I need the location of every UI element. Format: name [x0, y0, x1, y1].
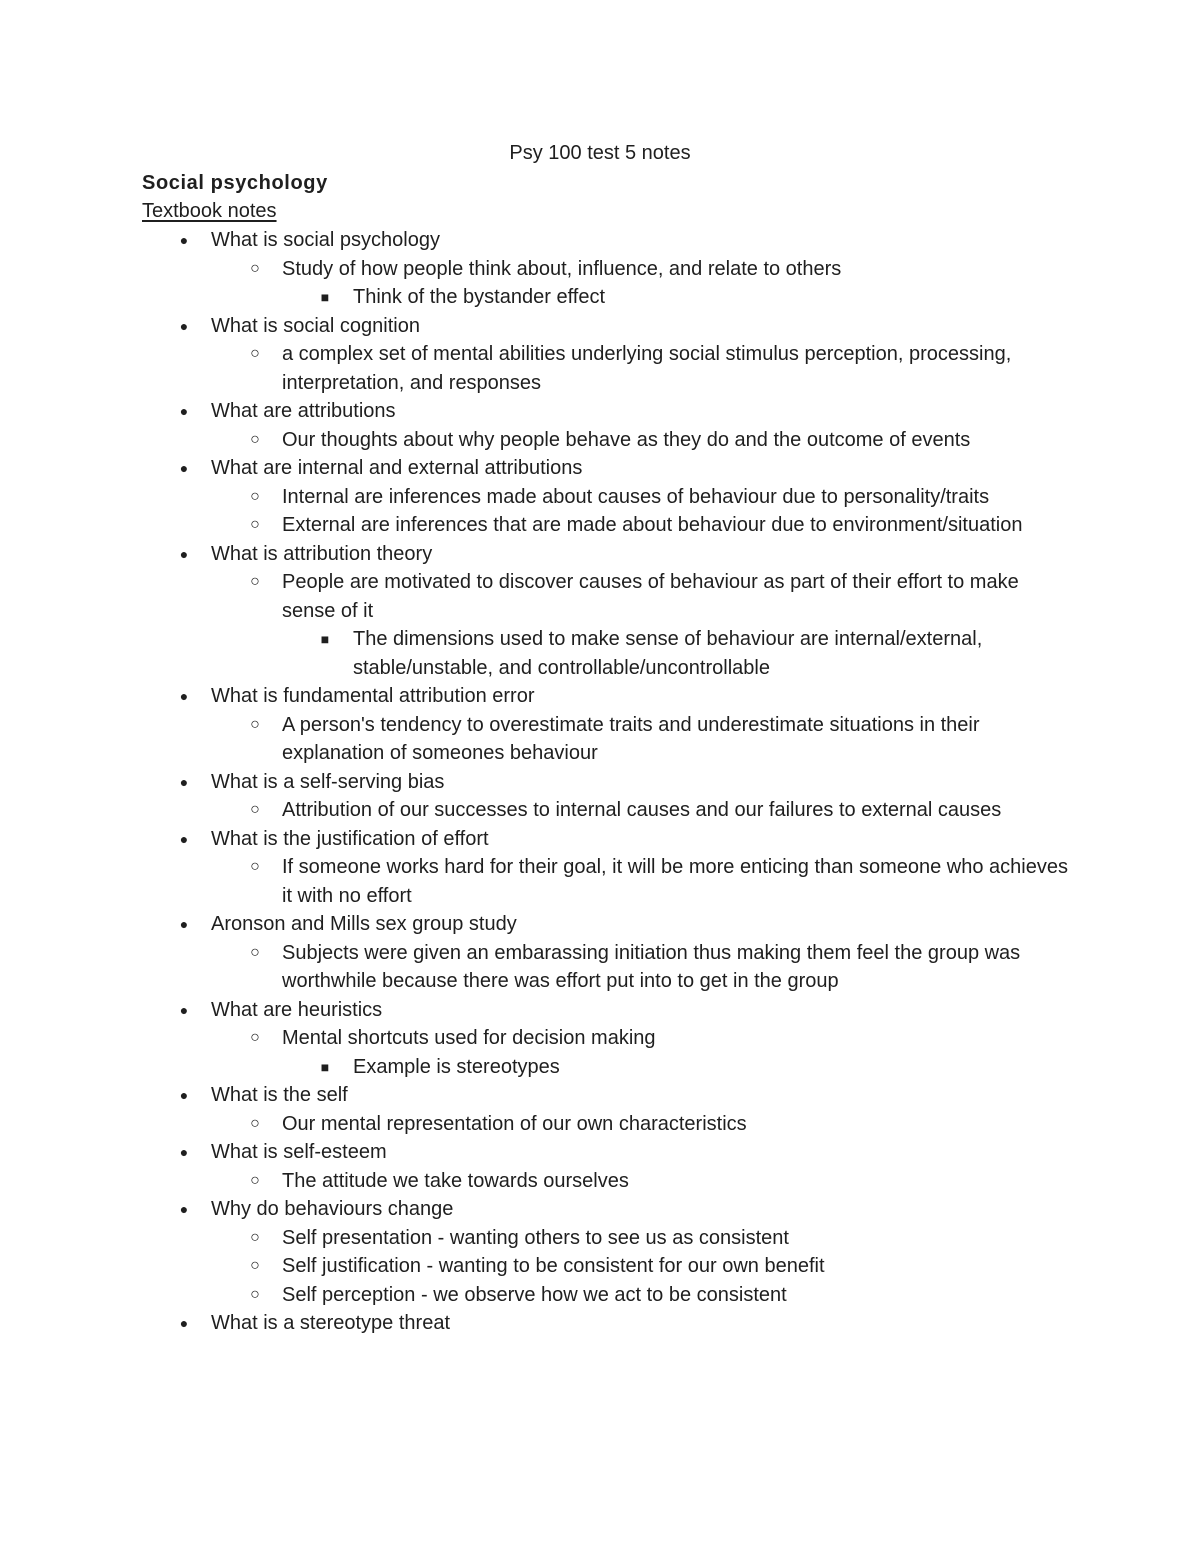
list-item-level-2 [0, 511, 1200, 540]
list-item-level-2 [0, 426, 1200, 455]
bullet-icon: ○ [250, 345, 260, 362]
list-item-level-3 [0, 625, 1200, 682]
list-item-text: What are internal and external attributions [211, 457, 583, 479]
bullet-icon: ○ [250, 858, 260, 875]
list-item-level-1 [0, 226, 1200, 255]
list-item-text: A person's tendency to overestimate traits and underestimate situations in their explanation of someones behaviour [282, 713, 980, 764]
list-item-text: What is a stereotype threat [211, 1312, 451, 1334]
list-item-text: Our mental representation of our own characteristics [282, 1112, 747, 1135]
list-item-text: What are attributions [211, 400, 396, 422]
list-item-text: The attitude we take towards ourselves [282, 1169, 629, 1192]
list-item-text: What is self-esteem [211, 1141, 387, 1163]
list-item-level-2 [0, 853, 1200, 910]
bullet-icon: ○ [250, 259, 260, 277]
list-item-level-2 [0, 1224, 1200, 1253]
bullet-icon: ● [179, 773, 189, 790]
notes-outline [0, 226, 1200, 1338]
list-item-text: If someone works hard for their goal, it will be more enticing than someone who achieves it with no effort [282, 856, 1068, 907]
list-item-level-2 [0, 1252, 1200, 1281]
bullet-icon: ■ [320, 289, 330, 305]
list-item-level-1 [0, 910, 1200, 939]
bullet-icon: ○ [250, 1171, 260, 1189]
list-item-text: a complex set of mental abilities underlying social stimulus perception, processing, interpretation, and responses [282, 343, 1012, 394]
list-item-level-1 [0, 768, 1200, 797]
list-item-text: The dimensions used to make sense of behaviour are internal/external, stable/unstable, and controllable/uncontrollable [353, 628, 983, 679]
list-item-text: Why do behaviours change [211, 1198, 454, 1220]
bullet-icon: ● [179, 317, 189, 334]
list-item-text: Aronson and Mills sex group study [211, 913, 517, 935]
bullet-icon: ● [179, 1144, 189, 1160]
bullet-icon: ● [179, 688, 189, 704]
list-item-level-1 [0, 1195, 1200, 1224]
bullet-icon: ○ [250, 1257, 260, 1274]
bullet-icon: ○ [250, 573, 260, 590]
list-item-level-2 [0, 568, 1200, 625]
list-item-level-3 [0, 1053, 1200, 1082]
bullet-icon: ○ [250, 1285, 260, 1303]
list-item-level-1 [0, 682, 1200, 711]
bullet-icon: ○ [250, 715, 260, 733]
list-item-text: Self presentation - wanting others to see us as consistent [282, 1226, 789, 1249]
bullet-icon: ○ [250, 943, 260, 961]
list-item-level-2 [0, 1281, 1200, 1310]
list-item-level-1 [0, 825, 1200, 854]
list-item-level-2 [0, 255, 1200, 284]
bullet-icon: ● [179, 1001, 189, 1018]
bullet-icon: ● [179, 830, 189, 847]
list-item-text: Our thoughts about why people behave as they do and the outcome of events [282, 428, 971, 451]
list-item-text: Mental shortcuts used for decision making [282, 1027, 656, 1049]
list-item-text: What is attribution theory [211, 542, 433, 565]
section-heading: Social psychology [142, 172, 328, 194]
sub-heading: Textbook notes [142, 200, 277, 222]
list-item-level-1 [0, 996, 1200, 1025]
list-item-text: Example is stereotypes [353, 1055, 560, 1078]
list-item-text: Self justification - wanting to be consistent for our own benefit [282, 1255, 825, 1277]
bullet-icon: ○ [250, 1114, 260, 1132]
bullet-icon: ○ [250, 487, 260, 505]
list-item-level-1 [0, 312, 1200, 341]
bullet-icon: ● [179, 1315, 189, 1331]
list-item-text: What is social cognition [211, 314, 420, 337]
bullet-icon: ● [179, 460, 189, 476]
list-item-text: What is the self [211, 1084, 348, 1106]
list-item-level-2 [0, 483, 1200, 512]
list-item-level-2 [0, 796, 1200, 825]
list-item-text: Attribution of our successes to internal causes and our failures to external causes [282, 799, 1002, 821]
list-item-level-1 [0, 1081, 1200, 1110]
list-item-text: External are inferences that are made about behaviour due to environment/situation [282, 514, 1023, 536]
bullet-icon: ○ [250, 430, 260, 448]
bullet-icon: ● [179, 403, 189, 419]
list-item-text: People are motivated to discover causes of behaviour as part of their effort to make sense of it [282, 571, 1019, 622]
bullet-icon: ○ [250, 1029, 260, 1046]
list-item-level-2 [0, 1024, 1200, 1053]
bullet-icon: ● [179, 1087, 189, 1103]
bullet-icon: ● [179, 545, 189, 562]
list-item-level-2 [0, 340, 1200, 397]
list-item-level-1 [0, 1309, 1200, 1338]
list-item-text: What are heuristics [211, 998, 383, 1021]
list-item-level-2 [0, 711, 1200, 768]
list-item-level-1 [0, 1138, 1200, 1167]
list-item-text: Self perception - we observe how we act to be consistent [282, 1283, 787, 1306]
bullet-icon: ● [179, 916, 189, 932]
list-item-text: What is social psychology [211, 229, 440, 251]
list-item-text: What is fundamental attribution error [211, 685, 535, 707]
list-item-level-2 [0, 1110, 1200, 1139]
bullet-icon: ■ [320, 631, 330, 647]
list-item-level-1 [0, 397, 1200, 426]
list-item-level-3 [0, 283, 1200, 312]
bullet-icon: ■ [320, 1058, 330, 1075]
bullet-icon: ○ [250, 1228, 260, 1246]
bullet-icon: ○ [250, 516, 260, 533]
bullet-icon: ○ [250, 801, 260, 818]
list-item-text: What is the justification of effort [211, 827, 489, 850]
list-item-text: Subjects were given an embarassing initiation thus making them feel the group was worthwhile because there was effort put into to get in the group [282, 941, 1021, 992]
list-item-text: Think of the bystander effect [353, 286, 606, 308]
list-item-level-2 [0, 939, 1200, 996]
list-item-level-1 [0, 540, 1200, 569]
list-item-text: Study of how people think about, influence, and relate to others [282, 257, 842, 280]
list-item-level-1 [0, 454, 1200, 483]
list-item-level-2 [0, 1167, 1200, 1196]
list-item-text: Internal are inferences made about causes of behaviour due to personality/traits [282, 485, 990, 508]
list-item-text: What is a self-serving bias [211, 770, 445, 793]
bullet-icon: ● [179, 1201, 189, 1217]
bullet-icon: ● [179, 232, 189, 248]
document-title: Psy 100 test 5 notes [509, 142, 691, 164]
